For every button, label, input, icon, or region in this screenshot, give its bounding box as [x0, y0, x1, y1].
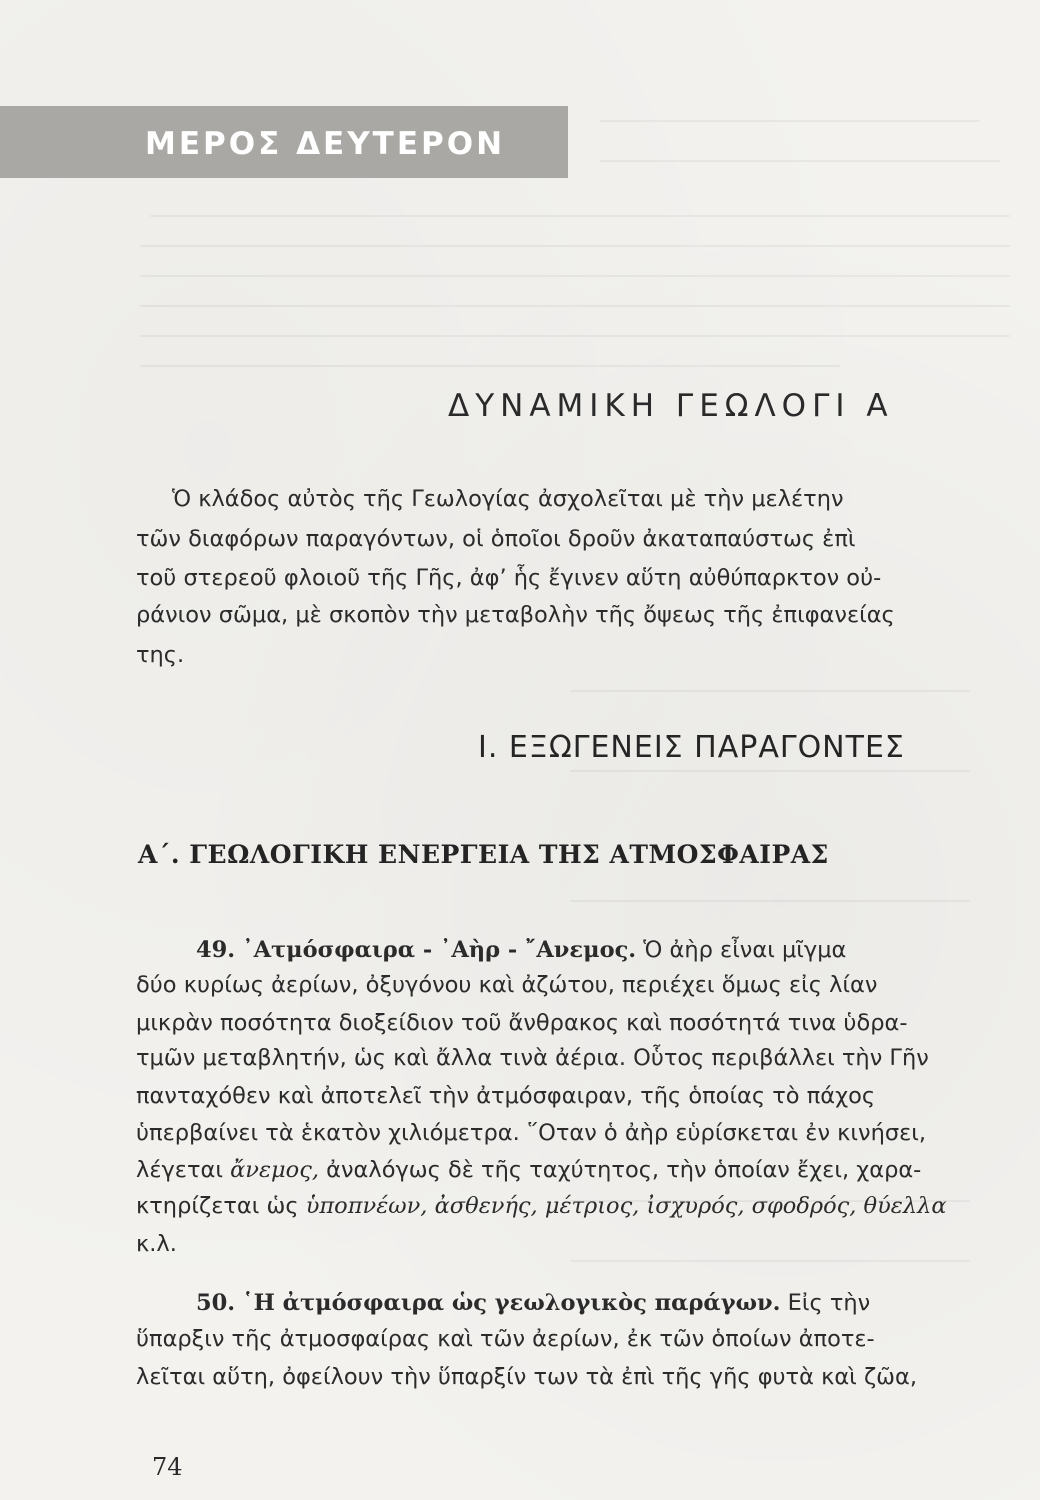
bleed-through-line — [140, 275, 1010, 277]
article-49-line: ὑπερβαίνει τὰ ἑκατὸν χιλιόμετρα. ῞Οταν ὁ ἀὴρ εὑρίσκεται ἐν κινήσει, — [136, 1120, 927, 1146]
bleed-through-line — [140, 245, 1010, 247]
article-49-text: λέγεται — [136, 1157, 223, 1183]
bleed-through-line — [150, 215, 1010, 217]
article-49-text: ἀναλόγως δὲ τῆς ταχύτητος, τὴν ὁποίαν ἔχει, χαρα- — [326, 1157, 922, 1183]
bleed-through-line — [140, 335, 1010, 337]
article-50-title: ῾Η ἀτμόσφαιρα ὡς γεωλογικὸς παράγων. — [242, 1290, 781, 1316]
article-49-text: Ὁ ἀὴρ εἶναι μῖγμα — [643, 937, 847, 963]
intro-line: τοῦ στερεοῦ φλοιοῦ τῆς Γῆς, ἀφ’ ἧς ἔγινεν αὕτη αὐθύπαρκτον οὐ- — [136, 565, 882, 591]
chapter-title: ΔΥΝΑΜΙΚΗ ΓΕΩΛΟΓΙ Α — [448, 388, 894, 424]
article-50-text: Εἰς τὴν — [787, 1290, 871, 1316]
bleed-through-line — [570, 1260, 970, 1262]
article-49-line — [136, 1157, 921, 1183]
article-49-text: κτηρίζεται ὡς — [136, 1193, 299, 1219]
bleed-through-line — [600, 160, 1000, 162]
bleed-through-line — [600, 120, 980, 122]
bleed-through-line — [570, 770, 970, 772]
intro-line: Ὁ κλάδος αὐτὸς τῆς Γεωλογίας ἀσχολεῖται μὲ τὴν μελέτην — [172, 486, 844, 512]
article-49-line: κ.λ. — [136, 1231, 177, 1257]
article-49-title: ᾽Ατμόσφαιρα - ᾽Αὴρ - ῎Ανεμος. — [242, 937, 637, 963]
bleed-through-line — [570, 690, 970, 692]
chapter-heading: Α΄. ΓΕΩΛΟΓΙΚΗ ΕΝΕΡΓΕΙΑ ΤΗΣ ΑΤΜΟΣΦΑΙΡΑΣ — [138, 840, 829, 869]
article-49-line — [136, 1193, 947, 1219]
bleed-through-line — [140, 305, 1010, 307]
page-number: 74 — [152, 1453, 183, 1481]
article-50-line: ὕπαρξιν τῆς ἀτμοσφαίρας καὶ τῶν ἀερίων, ἐκ τῶν ὁποίων ἀποτε- — [136, 1326, 875, 1352]
intro-line: τῶν διαφόρων παραγόντων, οἱ ὁποῖοι δροῦν ἀκαταπαύστως ἐπὶ — [136, 526, 856, 552]
article-49-line: τμῶν μεταβλητήν, ὡς καὶ ἄλλα τινὰ ἀέρια. Οὗτος περιβάλλει τὴν Γῆν — [136, 1045, 929, 1071]
article-49-line: μικρὰν ποσότητα διοξείδιον τοῦ ἄνθρακος καὶ ποσότητά τινα ὑδρα- — [136, 1010, 908, 1036]
article-49-term: ἄνεμος, — [230, 1157, 319, 1183]
article-49-number: 49. — [196, 937, 236, 963]
intro-line: της. — [136, 642, 185, 668]
section-banner-title: ΜΕΡΟΣ ΔΕΥΤΕΡΟΝ — [145, 126, 506, 162]
article-49-line: δύο κυρίως ἀερίων, ὀξυγόνου καὶ ἀζώτου, περιέχει ὅμως εἰς λίαν — [136, 972, 878, 998]
article-49-terms: ὑποπνέων, ἀσθενής, μέτριος, ἰσχυρός, σφοδρός, θύελλα — [305, 1193, 947, 1219]
bleed-through-line — [570, 900, 970, 902]
article-49-first-line — [196, 937, 846, 963]
article-50-first-line — [196, 1290, 870, 1316]
article-50-number: 50. — [196, 1290, 236, 1316]
bleed-through-line — [140, 365, 840, 367]
part-heading: I. ΕΞΩΓΕΝΕΙΣ ΠΑΡΑΓΟΝΤΕΣ — [478, 730, 905, 765]
intro-line: ράνιον σῶμα, μὲ σκοπὸν τὴν μεταβολὴν τῆς ὄψεως τῆς ἐπιφανείας — [136, 602, 895, 628]
article-50-line: λεῖται αὕτη, ὀφείλουν τὴν ὕπαρξίν των τὰ ἐπὶ τῆς γῆς φυτὰ καὶ ζῶα, — [136, 1364, 918, 1390]
article-49-line: πανταχόθεν καὶ ἀποτελεῖ τὴν ἀτμόσφαιραν, τῆς ὁποίας τὸ πάχος — [136, 1083, 876, 1109]
